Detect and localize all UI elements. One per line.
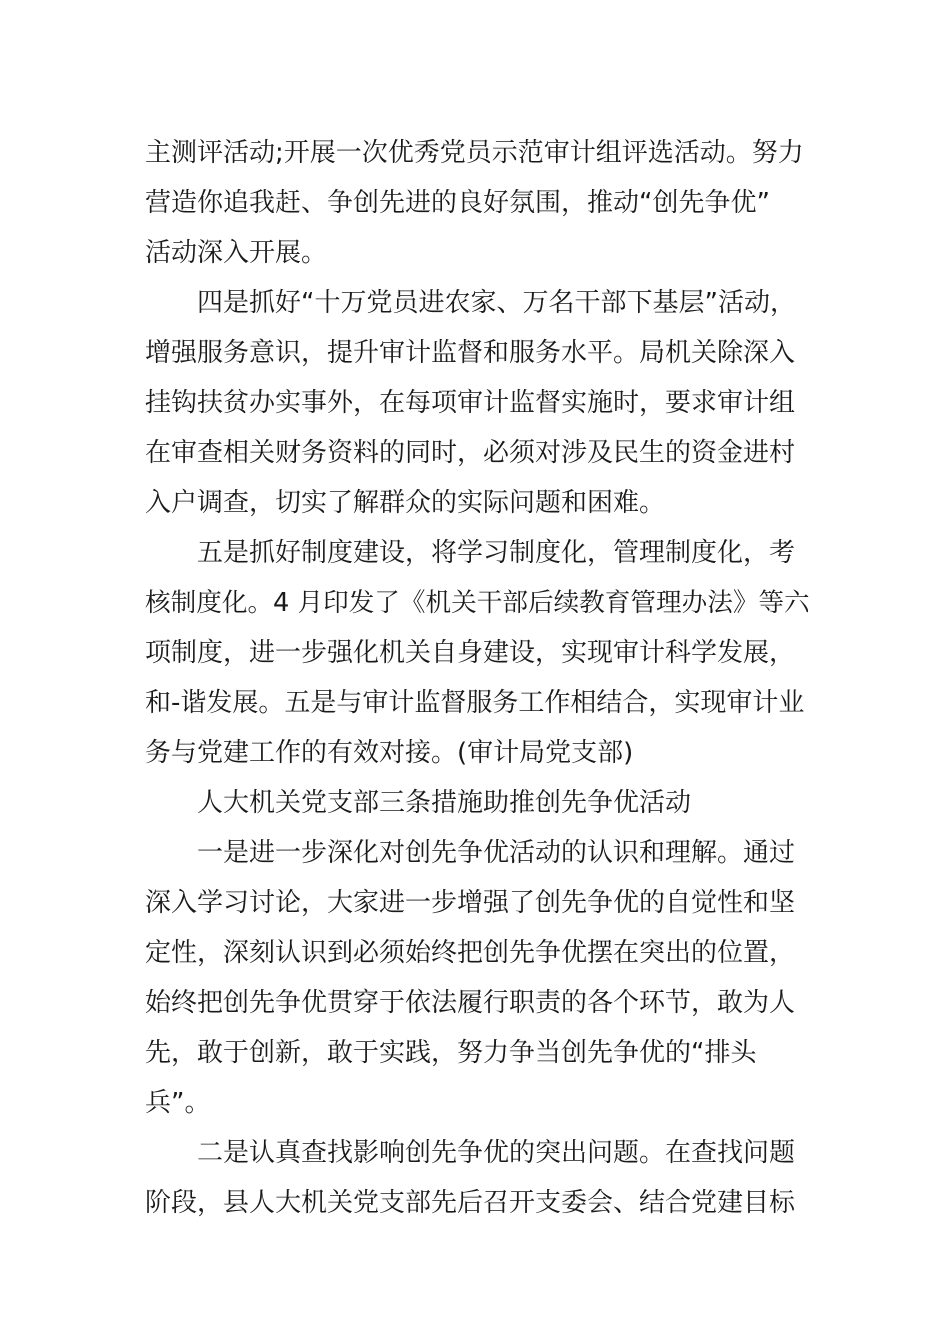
text-line: 入户调查，切实了解群众的实际问题和困难。 xyxy=(145,488,666,518)
text-line: 先，敢于创新，敢于实践，努力争当创先争优的“排头 xyxy=(145,1038,757,1068)
text-line: 二是认真查找影响创先争优的突出问题。在查找问题 xyxy=(197,1138,796,1168)
text-line: 项制度，进一步强化机关自身建设，实现审计科学发展， xyxy=(145,638,796,668)
text-line: 在审查相关财务资料的同时，必须对涉及民生的资金进村 xyxy=(145,438,796,468)
text-line: 务与党建工作的有效对接。(审计局党支部) xyxy=(145,738,634,768)
text-line: 和-谐发展。五是与审计监督服务工作相结合，实现审计业 xyxy=(145,688,805,718)
text-line: 深入学习讨论，大家进一步增强了创先争优的自觉性和坚 xyxy=(145,888,796,918)
text-line: 兵”。 xyxy=(145,1088,211,1118)
text-line: 增强服务意识，提升审计监督和服务水平。局机关除深入 xyxy=(145,338,796,368)
text-line: 阶段，县人大机关党支部先后召开支委会、结合党建目标 xyxy=(145,1188,796,1218)
text-line: 营造你追我赶、争创先进的良好氛围，推动“创先争优” xyxy=(145,188,770,218)
text-line: 一是进一步深化对创先争优活动的认识和理解。通过 xyxy=(197,838,796,868)
text-line: 核制度化。4 月印发了《机关干部后续教育管理办法》等六 xyxy=(145,588,810,618)
text-line: 挂钩扶贫办实事外，在每项审计监督实施时，要求审计组 xyxy=(145,388,796,418)
text-line: 始终把创先争优贯穿于依法履行职责的各个环节，敢为人 xyxy=(145,988,796,1018)
document-body xyxy=(145,128,810,1228)
text-line: 定性，深刻认识到必须始终把创先争优摆在突出的位置， xyxy=(145,938,796,968)
text-line: 人大机关党支部三条措施助推创先争优活动 xyxy=(197,788,692,818)
text-line: 四是抓好“十万党员进农家、万名干部下基层”活动， xyxy=(197,288,796,318)
text-line: 活动深入开展。 xyxy=(145,238,328,268)
text-line: 主测评活动;开展一次优秀党员示范审计组评选活动。努力 xyxy=(145,138,804,168)
text-line: 五是抓好制度建设，将学习制度化，管理制度化，考 xyxy=(197,538,796,568)
